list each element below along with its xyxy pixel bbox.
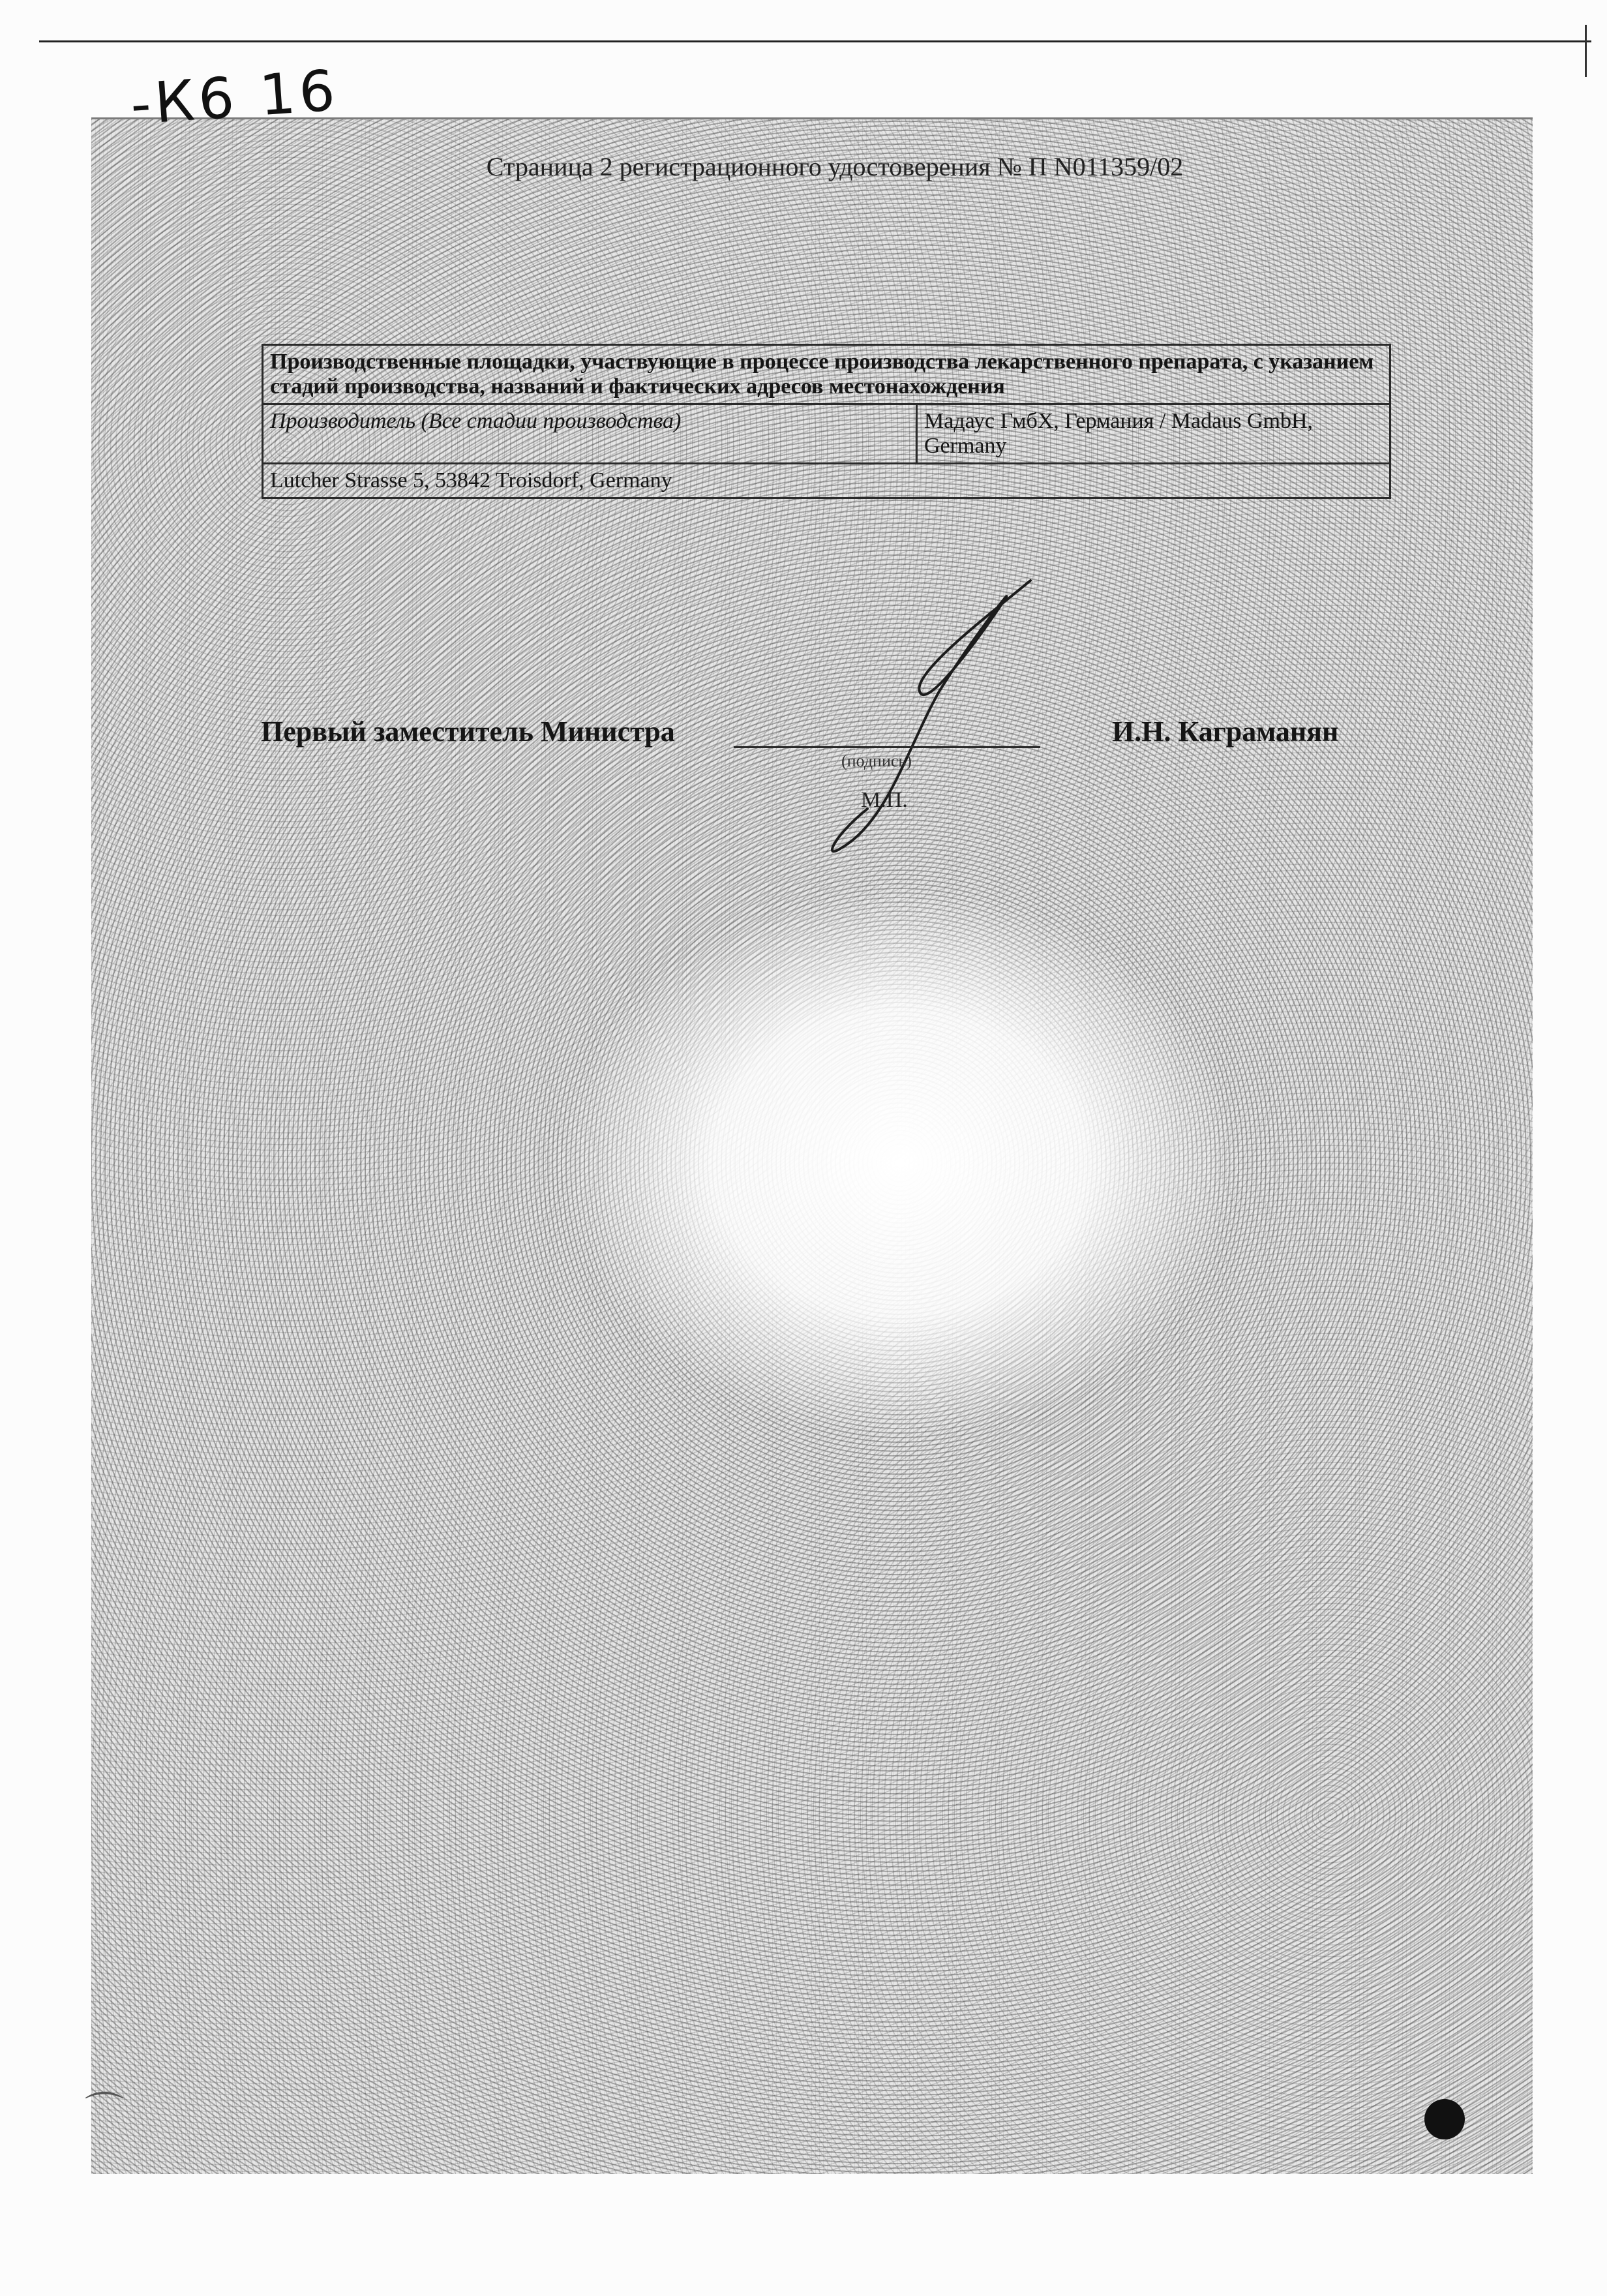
handwritten-note: -К6 16 xyxy=(128,57,341,138)
signature-caption: (подпись) xyxy=(841,751,912,770)
production-sites-table xyxy=(262,344,1391,499)
page-header: Страница 2 регистрационного удостоверения № П N011359/02 xyxy=(486,152,1184,181)
margin-scribble-icon: ⌒ xyxy=(85,2089,124,2135)
top-border-line xyxy=(39,40,1591,42)
signer-name: И.Н. Каграманян xyxy=(1112,716,1339,748)
table-row xyxy=(263,464,1390,498)
punch-hole-dot xyxy=(1424,2099,1465,2139)
seal-placeholder-label: М.П. xyxy=(861,788,908,812)
signature-block xyxy=(261,715,1370,865)
right-border-mark xyxy=(1585,25,1587,77)
table-row xyxy=(263,404,1390,464)
manufacturer-address-cell: Lutcher Strasse 5, 53842 Troisdorf, Germany xyxy=(263,464,1390,498)
table-row xyxy=(263,345,1390,404)
signature-line xyxy=(734,746,1040,748)
manufacturer-name-cell: Мадаус ГмбХ, Германия / Madaus GmbH, Germany xyxy=(917,404,1390,464)
table-header-cell: Производственные площадки, участвующие в процессе производства лекарственного препарата, с указанием стадий производства, названий и фактических адресов местонахождения xyxy=(263,345,1390,404)
manufacturer-role-cell: Производитель (Все стадии производства) xyxy=(263,404,917,464)
signer-title: Первый заместитель Министра xyxy=(261,716,675,748)
